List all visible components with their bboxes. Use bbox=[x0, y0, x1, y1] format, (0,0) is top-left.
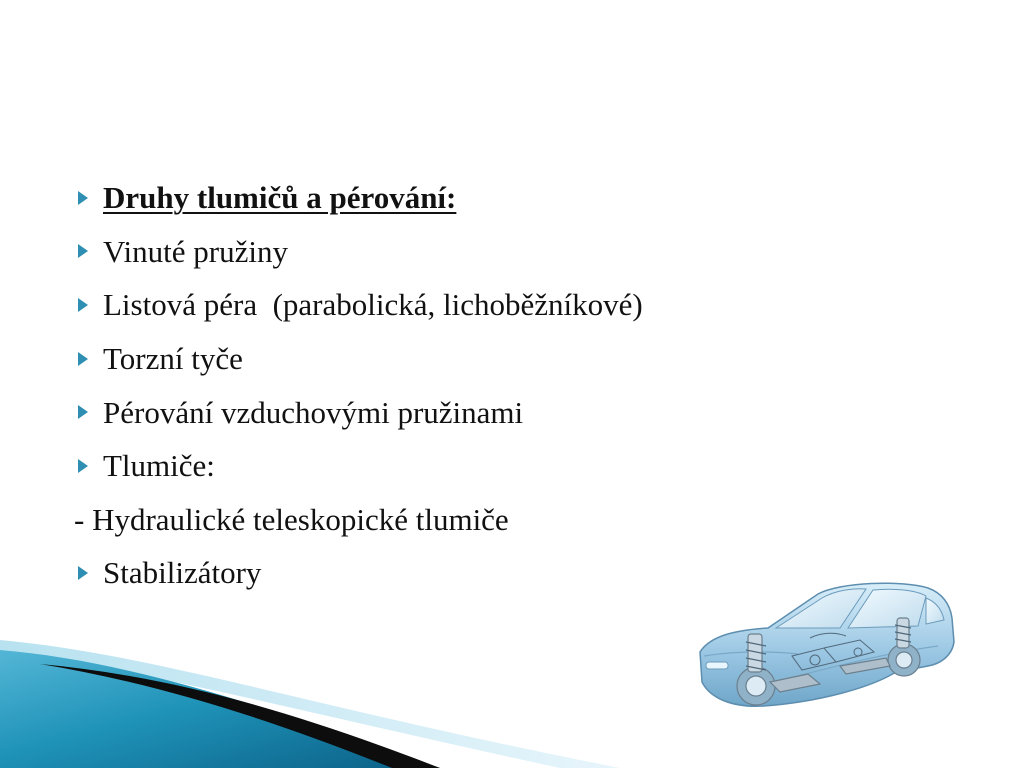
list-item bbox=[74, 439, 894, 493]
triangle-right-bullet-icon bbox=[78, 459, 88, 473]
list-item-text: Stabilizátory bbox=[103, 555, 262, 591]
list-item bbox=[74, 278, 894, 332]
list-item-text: Pérování vzduchovými pružinami bbox=[103, 394, 524, 430]
triangle-right-bullet-icon bbox=[78, 298, 88, 312]
triangle-right-bullet-icon bbox=[78, 566, 88, 580]
triangle-right-bullet-icon bbox=[78, 244, 88, 258]
list-item-text: Vinuté pružiny bbox=[103, 233, 288, 269]
triangle-right-bullet-icon bbox=[78, 191, 88, 205]
list-item bbox=[74, 385, 894, 439]
sub-list-item-text: - Hydraulické teleskopické tlumiče bbox=[74, 501, 509, 537]
bullet-list bbox=[74, 171, 894, 600]
triangle-right-bullet-icon bbox=[78, 352, 88, 366]
list-item-text: Listová péra (parabolická, lichoběžníkové) bbox=[103, 287, 643, 323]
sub-list-item bbox=[74, 493, 894, 547]
list-item-text: Tlumiče: bbox=[103, 448, 215, 484]
car-suspension-illustration bbox=[690, 570, 960, 720]
section-heading: Druhy tlumičů a pérování: bbox=[103, 180, 457, 216]
list-item-text: Torzní tyče bbox=[103, 341, 243, 377]
list-item bbox=[74, 171, 894, 225]
car-headlight bbox=[706, 662, 728, 669]
triangle-right-bullet-icon bbox=[78, 405, 88, 419]
list-item bbox=[74, 332, 894, 386]
list-item bbox=[74, 225, 894, 279]
